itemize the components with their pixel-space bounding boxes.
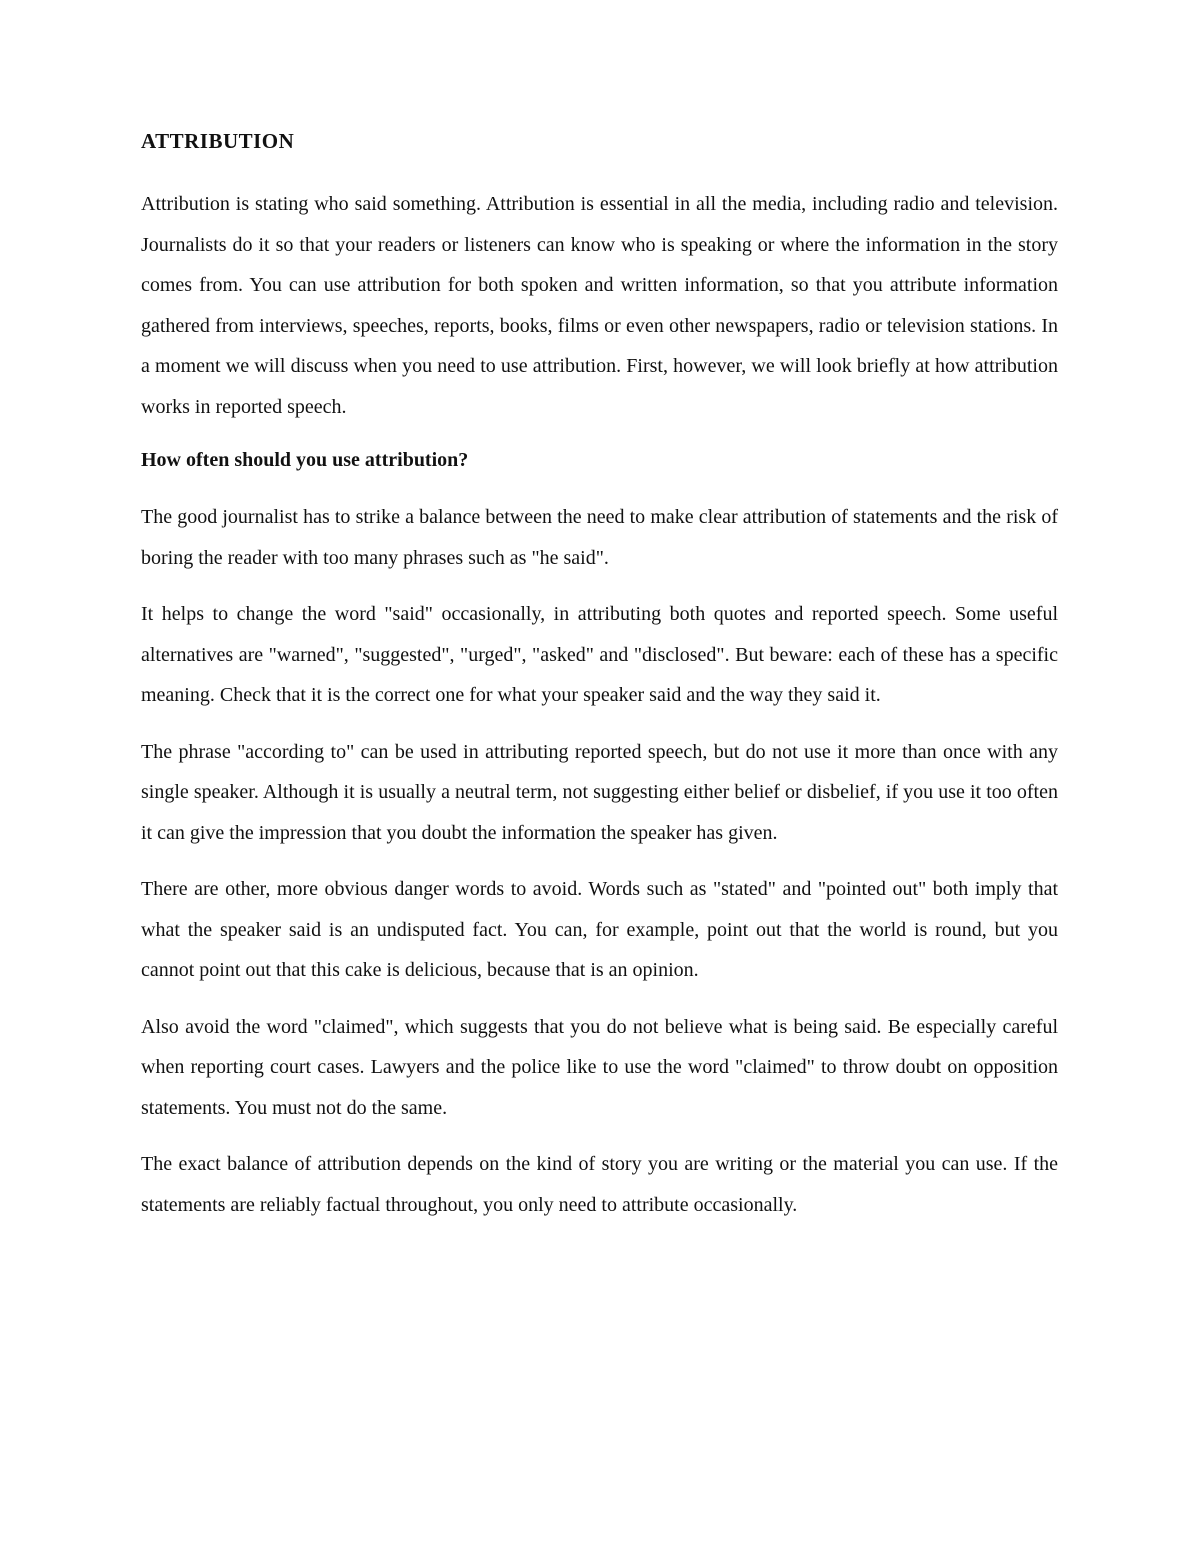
document-title: ATTRIBUTION bbox=[141, 129, 295, 153]
section-heading: How often should you use attribution? bbox=[141, 449, 469, 471]
paragraph-claimed: Also avoid the word "claimed", which suggests that you do not believe what is being said. Be especially careful when reporting court cases. Lawyers and the police like to use the word "claimed" to throw doubt on opposition statements. You must not do the same. bbox=[141, 1015, 1058, 1119]
paragraph-according-to: The phrase "according to" can be used in attributing reported speech, but do not use it more than once with any single speaker. Although it is usually a neutral term, not suggesting either belief or disbelief, if you use it too often it can give the impression that you doubt the information the speaker has given. bbox=[141, 740, 1058, 844]
paragraph-balance: The good journalist has to strike a balance between the need to make clear attribution of statements and the risk of boring the reader with too many phrases such as "he said". bbox=[141, 506, 1058, 569]
intro-paragraph: Attribution is stating who said something. Attribution is essential in all the media, including radio and television. Journalists do it so that your readers or listeners can know who is speaking or where the information in the story comes from. You can use attribution for both spoken and written information, so that you attribute information gathered from interviews, speeches, reports, books, films or even other newspapers, radio or television stations. In a moment we will discuss when you need to use attribution. First, however, we will look briefly at how attribution works in reported speech. bbox=[141, 193, 1058, 418]
document-body bbox=[141, 124, 1058, 1241]
paragraph-exact-balance: The exact balance of attribution depends on the kind of story you are writing or the material you can use. If the statements are reliably factual throughout, you only need to attribute occasionally. bbox=[141, 1153, 1058, 1216]
paragraph-said-alternatives: It helps to change the word "said" occasionally, in attributing both quotes and reported speech. Some useful alternatives are "warned", "suggested", "urged", "asked" and "disclosed". But beware: each of these has a specific meaning. Check that it is the correct one for what your speaker said and the way they said it. bbox=[141, 603, 1058, 706]
paragraph-danger-words: There are other, more obvious danger words to avoid. Words such as "stated" and "pointed out" both imply that what the speaker said is an undisputed fact. You can, for example, point out that the world is round, but you cannot point out that this cake is delicious, because that is an opinion. bbox=[141, 878, 1058, 981]
